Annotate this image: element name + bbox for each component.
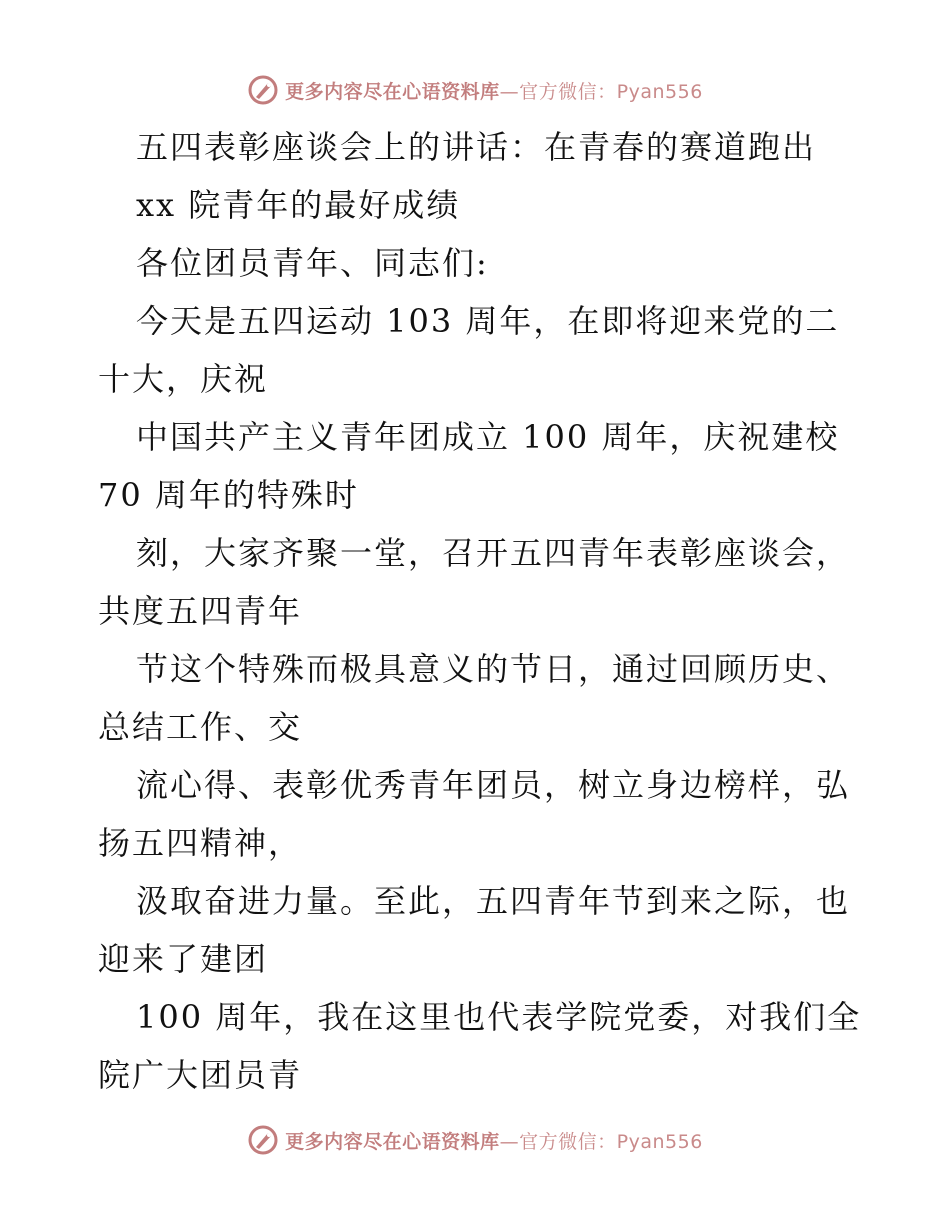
title-line-1: 五四表彰座谈会上的讲话：在青春的赛道跑出 [136,128,817,166]
header-watermark-banner [0,70,950,110]
banner-text [285,1127,703,1154]
paragraph-line: 流心得、表彰优秀青年团员，树立身边榜样，弘 [136,766,851,804]
paragraph-line: 院广大团员青 [98,1056,303,1094]
title-line-2: xx 院青年的最好成绩 [136,186,461,224]
paragraph-line: 汲取奋进力量。至此，五四青年节到来之际，也 [136,882,851,920]
banner-bold-text: 更多内容尽在心语资料库 [285,80,500,103]
banner-bold-text: 更多内容尽在心语资料库 [285,1130,500,1153]
banner-text [285,77,703,104]
paragraph-line: 共度五四青年 [98,592,303,630]
banner-rest-text: —官方微信：Pyan556 [499,1130,703,1153]
paragraph-line: 十大，庆祝 [98,360,269,398]
paragraph-line: 100 周年，我在这里也代表学院党委，对我们全 [136,998,862,1036]
salutation-line: 各位团员青年、同志们: [136,244,489,282]
banner-rest-text: —官方微信：Pyan556 [499,80,703,103]
document-body [98,118,862,1104]
paragraph-line: 节这个特殊而极具意义的节日，通过回顾历史、 [136,650,851,688]
paragraph-line: 总结工作、交 [98,708,303,746]
pen-nib-logo-icon [247,1124,279,1156]
paragraph-line: 70 周年的特殊时 [98,476,359,514]
footer-watermark-banner [0,1120,950,1160]
pen-nib-logo-icon [247,74,279,106]
paragraph-line: 今天是五四运动 103 周年，在即将迎来党的二 [136,302,840,340]
paragraph-line: 迎来了建团 [98,940,269,978]
paragraph-line: 中国共产主义青年团成立 100 周年，庆祝建校 [136,418,840,456]
paragraph-line: 刻，大家齐聚一堂，召开五四青年表彰座谈会， [136,534,851,572]
paragraph-line: 扬五四精神， [98,824,303,862]
